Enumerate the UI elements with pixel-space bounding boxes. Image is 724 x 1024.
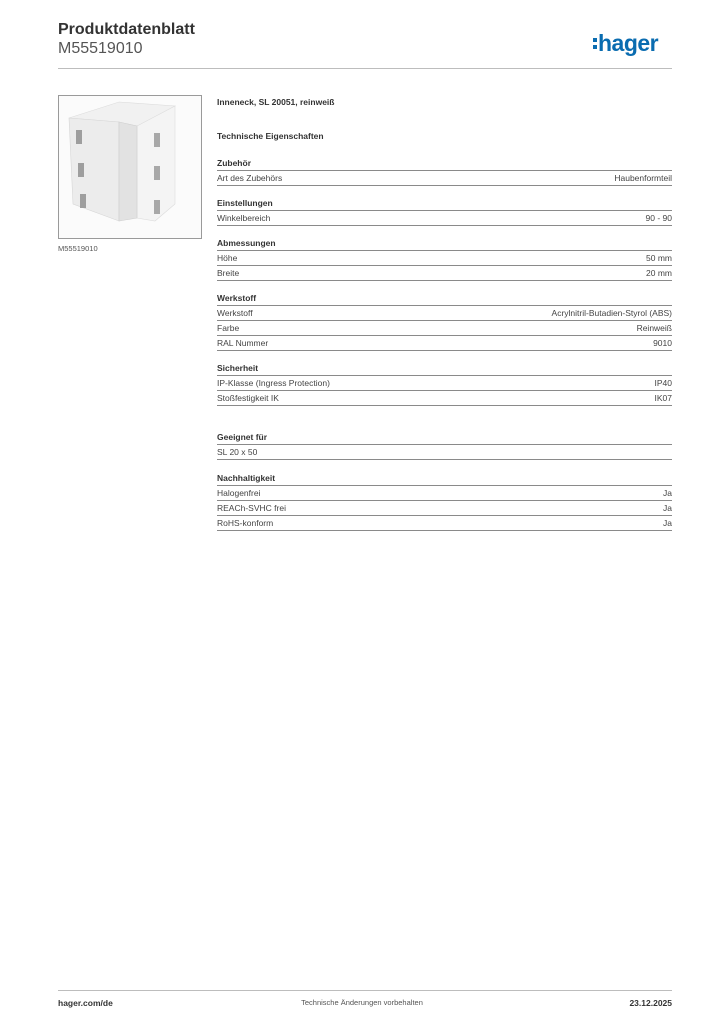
spec-content [217, 96, 672, 531]
footer-website-link[interactable]: hager.com/de [58, 998, 113, 1008]
spec-row [217, 486, 672, 501]
spec-value: Ja [663, 503, 672, 513]
spec-label: Höhe [217, 253, 238, 263]
spec-value: 90 - 90 [645, 213, 672, 223]
spec-row [217, 376, 672, 391]
spec-value: Ja [663, 518, 672, 528]
spec-value: IK07 [654, 393, 672, 403]
spec-value: Haubenformteil [614, 173, 672, 183]
spec-section [217, 431, 672, 460]
spec-row [217, 336, 672, 351]
spec-value: Reinweiß [636, 323, 672, 333]
section-title: Einstellungen [217, 197, 672, 211]
tech-properties-title: Technische Eigenschaften [217, 131, 324, 141]
logo-dots-icon [593, 38, 597, 49]
spec-section [217, 157, 672, 186]
spec-label: Halogenfrei [217, 488, 261, 498]
spec-label: REACh-SVHC frei [217, 503, 286, 513]
spec-section [217, 237, 672, 281]
spec-row [217, 306, 672, 321]
section-title: Abmessungen [217, 237, 672, 251]
section-title: Geeignet für [217, 431, 672, 445]
spec-section [217, 292, 672, 351]
spec-label: IP-Klasse (Ingress Protection) [217, 378, 330, 388]
spec-section [217, 362, 672, 406]
section-title: Nachhaltigkeit [217, 472, 672, 486]
spec-value: 50 mm [646, 253, 672, 263]
inner-corner-product-image [59, 96, 201, 238]
page-title: Produktdatenblatt [58, 21, 195, 38]
footer-notice: Technische Änderungen vorbehalten [301, 998, 423, 1007]
spec-section [217, 472, 672, 531]
spec-row [217, 516, 672, 531]
spec-value: 20 mm [646, 268, 672, 278]
spec-value: 9010 [653, 338, 672, 348]
logo-text: hager [598, 30, 659, 56]
spec-label: RoHS-konform [217, 518, 274, 528]
spec-row [217, 171, 672, 186]
spec-label: Werkstoff [217, 308, 253, 318]
spec-value: IP40 [654, 378, 672, 388]
footer-divider [58, 990, 672, 991]
header-divider [58, 68, 672, 69]
product-image [58, 95, 202, 239]
spec-label: RAL Nummer [217, 338, 269, 348]
spec-row [217, 211, 672, 226]
spec-row [217, 266, 672, 281]
hager-logo [593, 30, 673, 56]
spec-label: Stoßfestigkeit IK [217, 393, 279, 403]
image-caption: M55519010 [58, 244, 98, 253]
spec-row [217, 251, 672, 266]
spec-label: SL 20 x 50 [217, 447, 258, 457]
section-title: Zubehör [217, 157, 672, 171]
spec-value: Ja [663, 488, 672, 498]
spec-sections [217, 157, 672, 531]
spec-label: Winkelbereich [217, 213, 271, 223]
spec-label: Farbe [217, 323, 240, 333]
spec-row [217, 321, 672, 336]
spec-section [217, 197, 672, 226]
footer-date: 23.12.2025 [629, 998, 672, 1008]
spec-row [217, 391, 672, 406]
section-title: Werkstoff [217, 292, 672, 306]
spec-label: Art des Zubehörs [217, 173, 283, 183]
article-number: M55519010 [58, 40, 143, 57]
spec-label: Breite [217, 268, 240, 278]
section-title: Sicherheit [217, 362, 672, 376]
product-name: Inneneck, SL 20051, reinweiß [217, 97, 335, 107]
spec-value: Acrylnitril-Butadien-Styrol (ABS) [551, 308, 672, 318]
spec-row [217, 501, 672, 516]
spec-row [217, 445, 672, 460]
